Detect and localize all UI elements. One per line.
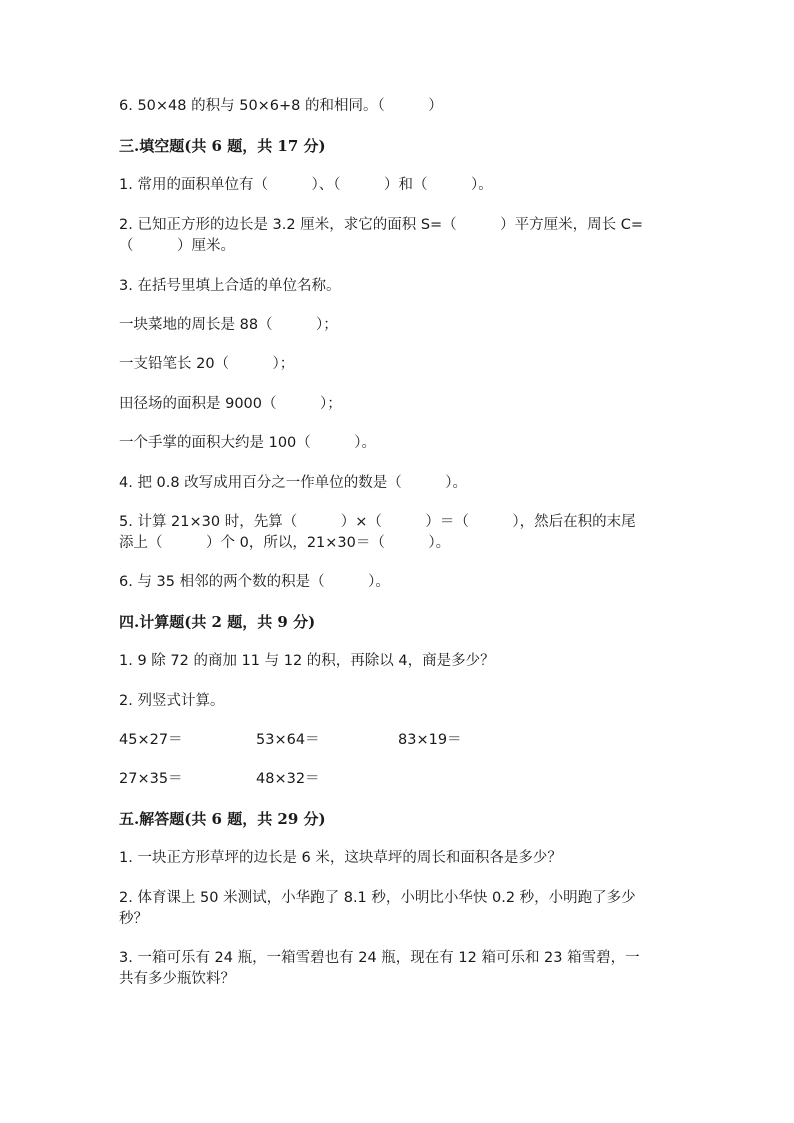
s5-question-2-line1: 2. 体育课上 50 米测试，小华跑了 8.1 秒，小明比小华快 0.2 秒，小明跑了多少	[119, 890, 636, 906]
s3-question-3: 3. 在括号里填上合适的单位名称。	[119, 278, 341, 294]
calc-item: 48×32＝	[256, 771, 320, 787]
calc-item: 27×35＝	[119, 771, 183, 787]
s5-question-1: 1. 一块正方形草坪的边长是 6 米，这块草坪的周长和面积各是多少？	[119, 850, 562, 866]
s3-question-3-a: 一块菜地的周长是 88（ ）；	[119, 317, 338, 333]
section-5-heading: 五.解答题(共 6 题，共 29 分)	[119, 810, 326, 828]
s3-question-2-line2: （ ）厘米。	[119, 238, 235, 254]
section-4-heading: 四.计算题(共 2 题，共 9 分)	[119, 613, 316, 631]
s3-question-3-c: 田径场的面积是 9000（ ）；	[119, 396, 342, 412]
s3-question-5-line1: 5. 计算 21×30 时，先算（ ）×（ ）＝（ ），然后在积的末尾	[119, 514, 636, 530]
s3-question-1: 1. 常用的面积单位有（ ）、（ ）和（ ）。	[119, 177, 493, 193]
s3-question-4: 4. 把 0.8 改写成用百分之一作单位的数是（ ）。	[119, 475, 467, 491]
s4-question-2: 2. 列竖式计算。	[119, 693, 225, 709]
s3-question-3-b: 一支铅笔长 20（ ）；	[119, 356, 295, 372]
calc-item: 53×64＝	[256, 732, 320, 748]
s5-question-2-line2: 秒？	[119, 911, 148, 927]
s5-question-3-line2: 共有多少瓶饮料？	[119, 971, 235, 987]
s3-question-5-line2: 添上（ ）个 0，所以，21×30＝（ ）。	[119, 535, 451, 551]
s3-question-6: 6. 与 35 相邻的两个数的积是（ ）。	[119, 574, 390, 590]
s3-question-3-d: 一个手掌的面积大约是 100（ ）。	[119, 435, 377, 451]
prev-question-6: 6. 50×48 的积与 50×6+8 的和相同。（ ）	[119, 98, 443, 114]
section-3-heading: 三.填空题(共 6 题，共 17 分)	[119, 137, 326, 155]
s3-question-2-line1: 2. 已知正方形的边长是 3.2 厘米，求它的面积 S=（ ）平方厘米，周长 C=	[119, 217, 644, 233]
s5-question-3-line1: 3. 一箱可乐有 24 瓶，一箱雪碧也有 24 瓶，现在有 12 箱可乐和 23 箱雪碧，一	[119, 950, 640, 966]
calc-item: 45×27＝	[119, 732, 183, 748]
calc-item: 83×19＝	[398, 732, 462, 748]
s4-question-1: 1. 9 除 72 的商加 11 与 12 的积，再除以 4，商是多少？	[119, 653, 495, 669]
